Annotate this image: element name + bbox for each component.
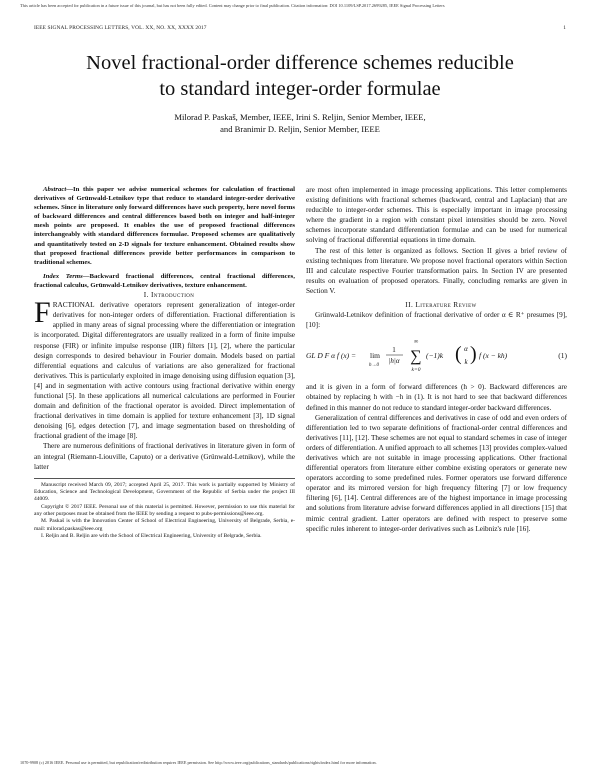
- equation-lhs: GL D F α f (x) =: [306, 351, 357, 361]
- right-column: [306, 185, 567, 534]
- title-line-2: to standard integer-order formulae: [159, 78, 441, 100]
- footnote-author-paskas: M. Paskaš is with the Innovation Center of School of Electrical Engineering, University of Belgrade, Serbia, e-mail: milorad.paskas@ieee.org: [34, 518, 295, 532]
- footnotes: [34, 478, 295, 540]
- literature-paragraph-3: Generalization of central differences and derivatives in case of odd and even orders of differentiation led to two separate definitions of fractional-order central differences and derivatives [11], [12]. These schemes are not equal to standard schemes in case of integer orders of differentiation. A unified approach to all schemes [13] provides complex-valued derivatives which are not suitable in image processing applications. Other fractional differential operators from literature either combine existing operators or generate new operators according to some predefined rules. Former operators use forward difference operator and its mirrored version for high frequency filtering [7] or low frequency filtering [6], [14]. Central differences are of the highest importance in image processing and solutions from literature advise forward differences applied in all directions [15] that mimic central gradient. Latter operators are defined with respect to preserve some specific rules inherent to integer-order derivatives such as Leibniz's rule [16].: [306, 413, 567, 533]
- literature-paragraph-2: and it is given in a form of forward differences (h > 0). Backward differences are obtained by replacing h with −h in (1). It is not hard to see that backward differences defined in this manner do not reduce to standard integer-order backward differences.: [306, 383, 567, 412]
- section-heading-literature-review: II. Literature Review: [405, 300, 477, 310]
- equation-graphic: [306, 334, 567, 376]
- drop-cap: F: [34, 296, 51, 330]
- abstract-text: —In this paper we advise numerical schemes for calculation of fractional derivatives of Grünwald-Letnikov type that reduce to standard integer-order derivative schemes. Since in literature only forward differences have such property, here novel forms of backward differences and central differences based both on integer and half-integer mesh points are proposed. It enables the use of proposed fractional differences interchangeably with standard differences formulae. Proposed schemes are qualitatively and quantitatively tested on 2-D signals for texture enhancement. Obtained results show that proposed fractional differences provide better performances in comparison to traditional schemes.: [34, 186, 295, 266]
- paper-title: [30, 50, 570, 102]
- index-terms-text: —Backward fractional differences, central fractional differences, fractional calculus, Grünwald-Letnikov derivatives, texture enhancement.: [34, 272, 295, 289]
- intro-paragraph-3: are most often implemented in image processing applications. This letter complements existing definitions with fractional schemes (backward, central and Laplacian) that are reducible to integer-order schemes. This is especially important in image processing where the gradient in a region with constant pixel intensities should be zero. Novel schemes incorporate standard differentiation formulae and can be used for numerical solving of fractional differential equations in time domain.: [306, 186, 567, 245]
- abstract: [34, 185, 295, 267]
- intro-paragraph-1: [34, 296, 295, 441]
- page-number: 1: [563, 25, 566, 31]
- index-terms: [34, 272, 295, 290]
- intro-paragraph-1-text: RACTIONAL derivative operators represent generalization of integer-order derivatives for non-integer orders of differentiation. Fractional differentiation is applied in many areas of signal processing where the differentiation or integration is incorporated. Digital differentegrators are usually realized in a form of finite impulse response (FIR) or infinite impulse response (IIR) filters [1], [2], where the particular design corresponds to desired behaviour in Fourier domain. Models based on partial differential equations and calculus of variations are also generalized for fractional derivatives. This is particularly exploited in image denoising using diffusion equation [3], [4] and in segmentation with active contours using fractional derivative within energy functional [5]. In these applications all numerical calculations are performed in Fourier domain and definition of the fractional operator is avoided. Direct implementation of fractional derivatives in time domain is applied for texture enhancement [3], 1D signal denoising [6], edges detection [7], and image segmentation based on thresholding of fractional gradient of the image [8].: [34, 301, 295, 441]
- journal-header: IEEE SIGNAL PROCESSING LETTERS, VOL. XX, NO. XX, XXXX 2017: [34, 25, 207, 31]
- equation-right-paren: ): [470, 343, 477, 366]
- equation-lim: lim: [370, 351, 381, 361]
- equation-sum-top: ∞: [413, 339, 419, 346]
- footnote-manuscript: Manuscript received March 09, 2017; accepted April 25, 2017. This work is partially supported by Ministry of Education, Science and Technological Development, Government of the Republic of Serbia under the project III 44009.: [34, 481, 295, 503]
- equation-1: [306, 334, 567, 376]
- title-line-1: Novel fractional-order difference schemes reducible: [86, 52, 514, 74]
- section-heading-introduction: I. Introduction: [143, 290, 195, 300]
- equation-frac-num: 1: [392, 346, 396, 355]
- authors-line-2: and Branimir D. Reljin, Senior Member, IEEE: [220, 123, 380, 134]
- index-terms-label: Index Terms: [43, 272, 83, 280]
- publication-notice: This article has been accepted for publication in a future issue of this journal, but has not been fully edited. Content may change prior to final publication. Citation information: DOI 10.1109/LSP.2017.2699285, IEEE Signal Processing Letters: [20, 3, 445, 8]
- copyright-footer: 1070-9908 (c) 2016 IEEE. Personal use is permitted, but republication/redistribution requires IEEE permission. See http://www.ieee.org/publications_standards/publications/rights/index.html for more information.: [20, 760, 377, 765]
- equation-binom-bot: k: [464, 358, 468, 367]
- equation-frac-den: |h|α: [388, 357, 400, 366]
- equation-lim-sub: h→0: [369, 363, 379, 369]
- equation-number: (1): [558, 351, 567, 361]
- footnote-author-reljin: I. Reljin and B. Reljin are with the School of Electrical Engineering, University of Belgrade, Serbia.: [41, 532, 262, 539]
- equation-tail: f (x − kh): [479, 351, 508, 361]
- left-column: [34, 185, 295, 540]
- equation-sign: (−1)k: [426, 351, 444, 361]
- equation-left-paren: (: [455, 343, 462, 366]
- abstract-label: Abstract: [43, 186, 67, 193]
- literature-paragraph-1: Grünwald-Letnikov definition of fractional derivative of order α ∈ R⁺ presumes [9], [10]:: [306, 311, 567, 330]
- equation-binom-top: α: [464, 345, 468, 354]
- intro-paragraph-4: The rest of this letter is organized as follows. Section II gives a brief review of existing techniques from literature. We propose novel fractional operators within Section III and calculate respective Fourier transformation pairs. In Section IV are presented results on evaluation of proposed operators. Finally, concluding remarks are given in Section V.: [306, 246, 567, 295]
- equation-sigma: ∑: [410, 348, 422, 366]
- equation-sum-bot: k=0: [411, 367, 421, 374]
- intro-paragraph-2: There are numerous definitions of fractional derivatives in literature given in form of an integral (Riemann-Liouville, Caputo) or a derivative (Grünwald-Letnikov), while the latter: [34, 442, 295, 471]
- author-list: [30, 112, 570, 135]
- running-head: [34, 25, 566, 31]
- authors-line-1: Milorad P. Paskaš, Member, IEEE, Irini S. Reljin, Senior Member, IEEE,: [174, 112, 426, 122]
- footnote-copyright: Copyright © 2017 IEEE. Personal use of this material is permitted. However, permission to use this material for any other purposes must be obtained from the IEEE by sending a request to pubs-permissions@ieee.org.: [34, 503, 295, 517]
